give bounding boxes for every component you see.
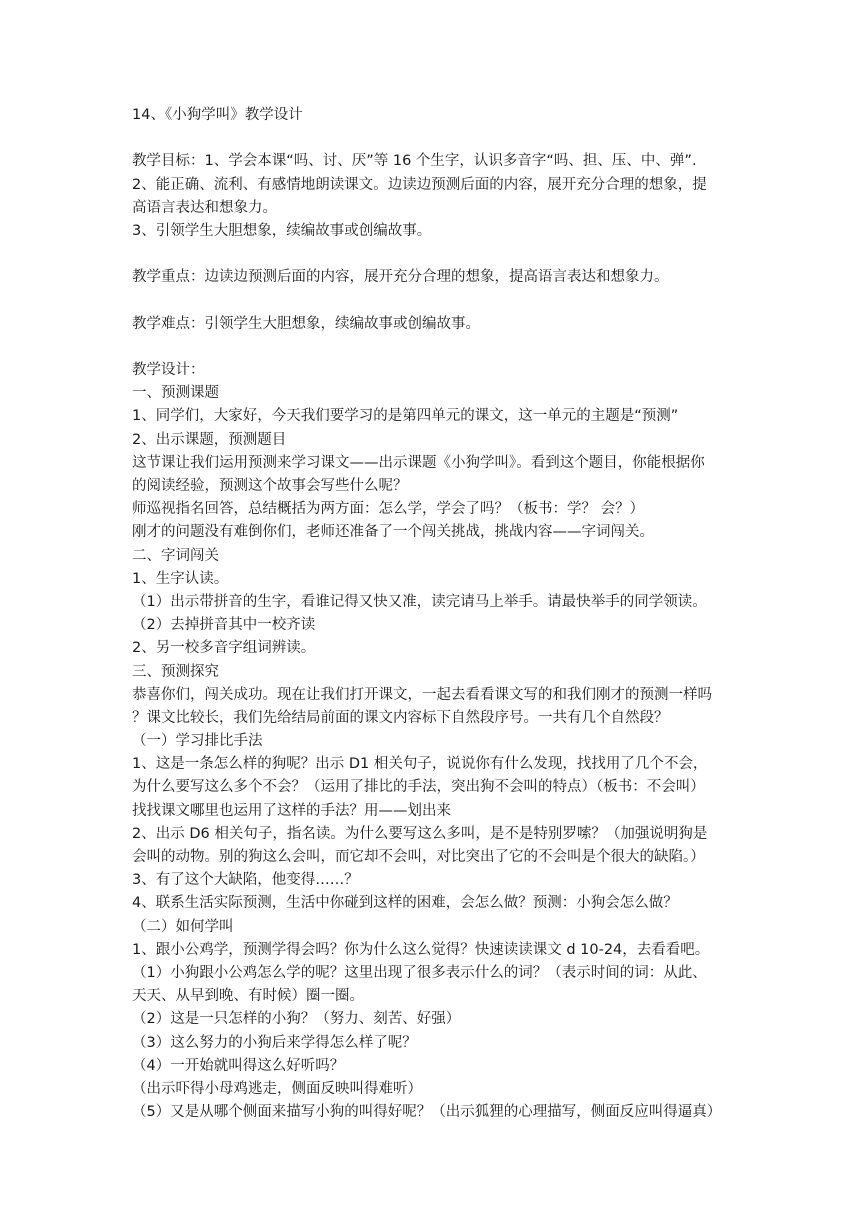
design-line: 2、出示 D6 相关句子，指名读。为什么要写这么多叫，是不是特别罗嗦？（加强说明狗是: [132, 825, 708, 842]
goal-line: 2、能正确、流利、有感情地朗读课文。边读边预测后面的内容，展开充分合理的想象，提: [132, 176, 707, 193]
design-line: 天天、从早到晚、有时候）圈一圈。: [132, 988, 364, 1005]
design-line: 找找课文哪里也运用了这样的手法？用——划出来: [132, 802, 451, 819]
blank-line: [132, 290, 738, 313]
design-line: 1、这是一条怎么样的狗呢？出示 D1 相关句子，说说你有什么发现，找找用了几个不会，: [132, 756, 708, 773]
design-line: 刚才的问题没有难倒你们，老师还准备了一个闯关挑战，挑战内容——字词闯关。: [132, 524, 654, 541]
design-line: 这节课让我们运用预测来学习课文——出示课题《小狗学叫》。看到这个题目，你能根据你: [132, 454, 705, 471]
design-line: （二）如何学叫: [132, 918, 234, 935]
design-line: 二、字词闯关: [132, 547, 219, 564]
design-line: （5）又是从哪个侧面来描写小狗的叫得好呢？（出示狐狸的心理描写，侧面反应叫得逼真）: [132, 1104, 722, 1121]
design-line: 的阅读经验，预测这个故事会写些什么呢？: [132, 478, 408, 494]
design-line: 为什么要写这么多个不会？（运用了排比的手法，突出狗不会叫的特点）（板书：不会叫）: [132, 779, 705, 796]
design-line: 1、同学们，大家好，今天我们要学习的是第四单元的课文，这一单元的主题是“预测”: [132, 408, 679, 425]
design-line: （4）一开始就叫得这么好听吗？: [132, 1057, 345, 1074]
design-line: （2）去掉拼音其中一校齐读: [132, 617, 316, 634]
design-line: ？课文比较长，我们先给结局前面的课文内容标下自然段序号。一共有几个自然段？: [132, 709, 669, 726]
design-line: 三、预测探究: [132, 663, 219, 680]
document-page: [132, 104, 738, 1124]
design-line: 1、跟小公鸡学，预测学得会吗？你为什么这么觉得？快速读读课文 d 10-24，去看看吧。: [132, 941, 710, 958]
design-line: 会叫的动物。别的狗这么会叫，而它却不会叫，对比突出了它的不会叫是个很大的缺陷。）: [132, 849, 705, 865]
key-point: 教学重点：边读边预测后面的内容，展开充分合理的想象，提高语言表达和想象力。: [132, 269, 669, 286]
blank-line: [132, 243, 738, 266]
design-line: 1、生字认读。: [132, 570, 229, 587]
design-line: 3、有了这个大缺陷，他变得……？: [132, 872, 359, 889]
design-line: （3）这么努力的小狗后来学得怎么样了呢？: [132, 1034, 417, 1051]
design-line: 4、联系生活实际预测，生活中你碰到这样的困难，会怎么做？预测：小狗会怎么做？: [132, 895, 678, 912]
design-line: （一）学习排比手法: [132, 733, 263, 750]
blank-line: [132, 127, 738, 150]
design-line: 师巡视指名回答，总结概括为两方面：怎么学，学会了吗？（板书：学？ 会？）: [132, 501, 645, 518]
design-line: （1）小狗跟小公鸡怎么学的呢？这里出现了很多表示什么的词？（表示时间的词：从此、: [132, 964, 707, 981]
design-line: 教学设计：: [132, 362, 205, 379]
difficulty: 教学难点：引领学生大胆想象，续编故事或创编故事。: [132, 315, 480, 332]
document-title: 14、《小狗学叫》教学设计: [132, 107, 303, 123]
design-line: （出示吓得小母鸡逃走，侧面反映叫得难听）: [132, 1080, 422, 1097]
design-line: 2、另一校多音字组词辨读。: [132, 640, 316, 657]
design-line: （2）这是一只怎样的小狗？（努力、刻苦、好强）: [132, 1011, 461, 1028]
design-line: 2、出示课题，预测题目: [132, 431, 287, 448]
design-line: 一、预测课题: [132, 385, 219, 402]
design-line: 恭喜你们，闯关成功。现在让我们打开课文，一起去看看课文写的和我们刚才的预测一样吗: [132, 686, 712, 703]
goal-line: 教学目标：1、学会本课“吗、讨、厌”等 16 个生字，认识多音字“吗、担、压、中、弹”.: [132, 153, 697, 170]
design-line: （1）出示带拼音的生字，看谁记得又快又准，读完请马上举手。请最快举手的同学领读。: [132, 593, 707, 610]
goal-line: 3、引领学生大胆想象，续编故事或创编故事。: [132, 222, 432, 239]
goal-line: 高语言表达和想象力。: [132, 199, 277, 216]
blank-line: [132, 336, 738, 359]
